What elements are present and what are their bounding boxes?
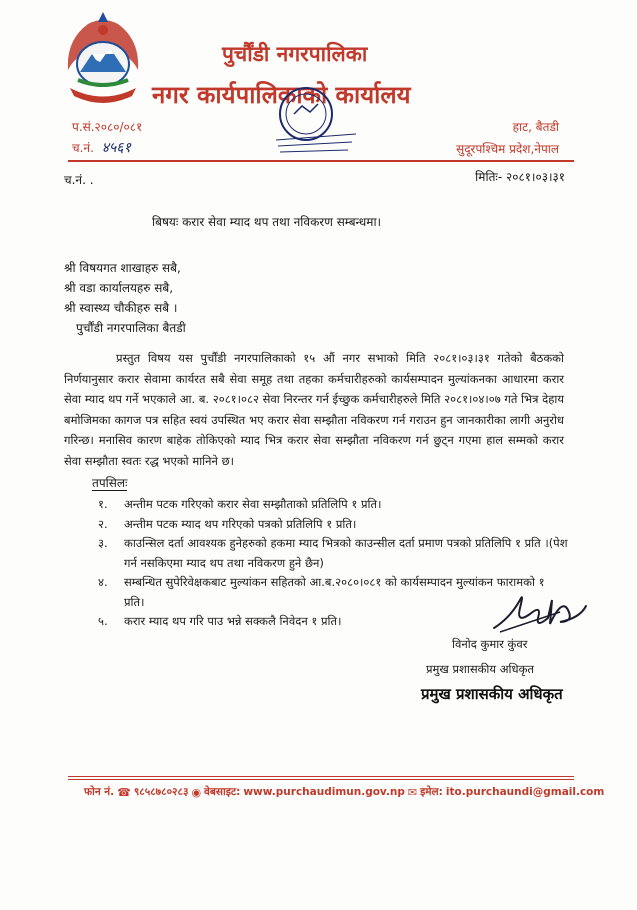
footer-divider-secondary <box>68 779 574 780</box>
organization-name: पुर्चौंडी नगरपालिका <box>222 42 368 66</box>
list-item-text: करार म्याद थप गरि पाउ भन्ने सक्कलै निवेदन १ प्रति। <box>124 614 342 628</box>
list-item-text: अन्तीम पटक गरिएको करार सेवा सम्झौताको प्रतिलिपि १ प्रति। <box>124 497 382 511</box>
designation-stamp: प्रमुख प्रशासकीय अधिकृत <box>421 685 563 703</box>
office-name: नगर कार्यपालिकाको कार्यालय <box>152 81 411 109</box>
dispatch-number-plain: च.नं. . <box>64 173 94 187</box>
dispatch-number-row <box>72 138 131 157</box>
list-item <box>98 495 568 515</box>
phone-icon: ☎ <box>117 785 131 799</box>
list-item <box>98 534 568 573</box>
letter-date: मितिः- २०८१।०३।३१ <box>475 170 565 184</box>
phone-label: फोन नं. <box>84 786 115 798</box>
website-label: वेबसाइट: <box>204 786 241 798</box>
letter-body <box>64 348 564 471</box>
list-item-text: अन्तीम पटक म्याद थप गरिएको पत्रको प्रतिलिपि १ प्रति। <box>124 516 357 531</box>
recipient-item: श्री वडा कार्यालयहरु सबै, <box>64 281 174 295</box>
recipient-list <box>64 258 186 338</box>
list-item-number: ३. <box>98 536 108 550</box>
website-link[interactable]: www.purchaudimun.gov.np <box>243 786 405 798</box>
enclosures-heading: तपसिलः <box>92 476 128 490</box>
footer-divider <box>68 776 574 777</box>
email-icon: ✉ <box>407 785 418 799</box>
dispatch-number-label: च.नं. <box>72 141 94 155</box>
list-item-number: ५. <box>98 614 108 628</box>
header-divider <box>68 160 574 162</box>
office-province: सुदूरपश्चिम प्रदेश,नेपाल <box>456 142 559 156</box>
list-item <box>98 515 568 535</box>
list-item-text: सम्बन्धित सुपेरिवेक्षकबाट मुल्यांकन सहितको आ.ब.२०८०।०८१ को कार्यसम्पादन मुल्यांकन फारामको १ प्रति। <box>124 575 545 609</box>
office-location: हाट, बैतडी <box>512 120 559 134</box>
footer-contact <box>84 785 604 799</box>
letter-subject: बिषयः करार सेवा म्याद थप तथा नविकरण सम्बन्धमा। <box>152 215 382 229</box>
recipient-item: श्री स्वास्थ्य चौकीहरु सबै । <box>64 301 178 315</box>
dispatch-number-value: ४५६१ <box>101 140 131 156</box>
recipient-item: श्री विषयगत शाखाहरु सबै, <box>64 261 181 275</box>
letter-body-text: प्रस्तुत विषय यस पुर्चौंडी नगरपालिकाको १५ औं नगर सभाको मिति २०८१।०३।३१ गतेको बैठकको निर्णयानुसार करार सेवामा कार्यरत सबै सेवा समूह तथा तहका कर्मचारीहरुको कार्यसम्पादन मुल्यांकनका आधारमा करार सेवा म्याद थप गर्ने भएकाले आ. ब. २०८१।०८२ सेवा निरन्तर गर्न ईच्छुक कर्मचारीहरुले मिति २०८१।०४।०७ गते भित्र देहाय बमोजिमका कागज पत्र सहित स्वयं उपस्थित भए करार सेवा सम्झौता नविकरण गर्न गराउन हुन जानकारीका लागी अनुरोध गरिन्छ। मनासिव कारण बाहेक तोकिएको म्याद भित्र करार सेवा सम्झौता नविकरण गर्न छुट्न गएमा हाल सम्मको करार सेवा सम्झौता स्वतः रद्ध भएको मानिने छ। <box>64 351 564 468</box>
signatory-name: विनोद कुमार कुंवर <box>452 637 528 651</box>
office-seal-icon <box>266 84 362 158</box>
email-label: इमेल: <box>420 786 443 798</box>
nepal-emblem-icon <box>58 10 148 106</box>
reference-number: प.सं.२०८०/०८१ <box>72 120 143 134</box>
email-link[interactable]: ito.purchaundi@gmail.com <box>445 786 605 798</box>
signatory-designation: प्रमुख प्रशासकीय अधिकृत <box>426 662 534 676</box>
handwritten-signature-icon <box>490 588 590 636</box>
globe-icon: ◉ <box>191 785 202 799</box>
list-item-text: काउन्सिल दर्ता आवश्यक हुनेहरुको हकमा म्याद भित्रको काउन्सील दर्ता प्रमाण पत्रको प्रतिलिपि १ प्रति ।(पेश गर्न नसकिएमा म्याद थप तथा नविकरण हुने छैन) <box>124 536 568 570</box>
list-item-number: १. <box>98 497 108 511</box>
phone-number: ९८५८७८०२८३ <box>133 786 189 798</box>
recipient-item: पुर्चौंडी नगरपालिका बैतडी <box>76 321 186 335</box>
list-item-number: २. <box>98 516 108 531</box>
list-item-number: ४. <box>98 575 108 589</box>
